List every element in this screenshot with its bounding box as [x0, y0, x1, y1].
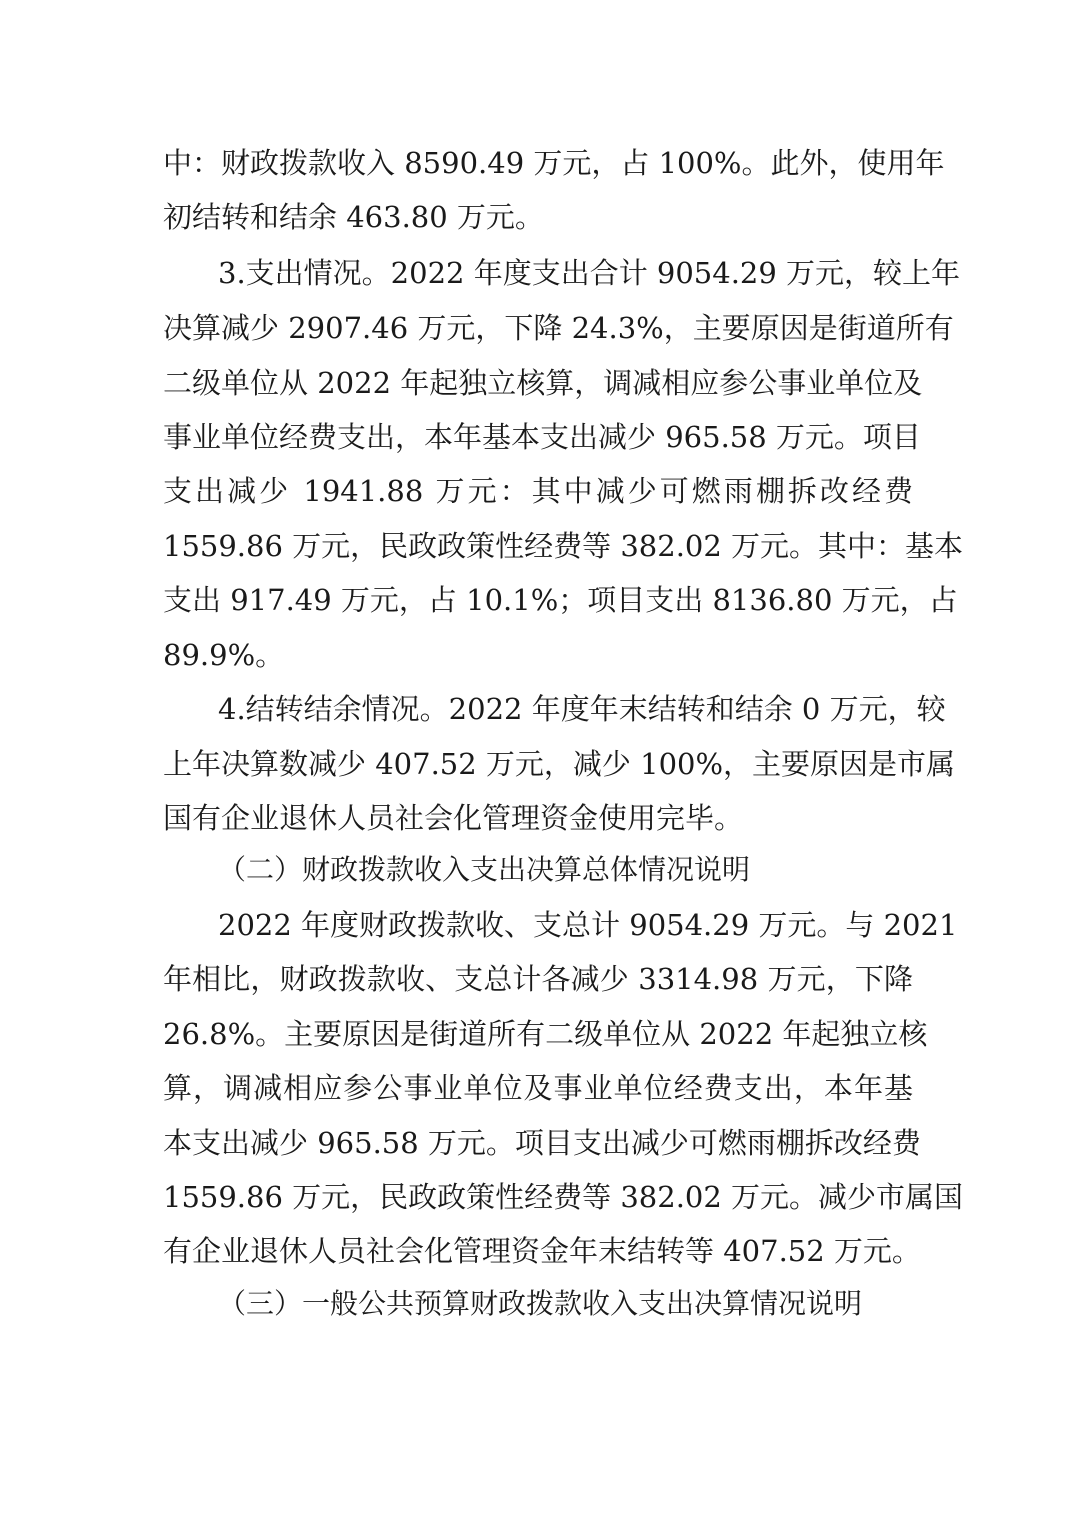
text-line: 事业单位经费支出，本年基本支出减少 965.58 万元。项目: [163, 420, 921, 454]
paragraph-start-line: 3.支出情况。2022 年度支出合计 9054.29 万元，较上年: [218, 256, 961, 290]
section-heading: （二）财政拨款收入支出决算总体情况说明: [218, 853, 751, 886]
text-line: 决算减少 2907.46 万元，下降 24.3%，主要原因是街道所有: [163, 311, 954, 345]
text-line: 1559.86 万元，民政政策性经费等 382.02 万元。其中：基本: [163, 529, 964, 563]
text-line: 有企业退休人员社会化管理资金年末结转等 407.52 万元。: [163, 1234, 921, 1268]
text-line: 国有企业退休人员社会化管理资金使用完毕。: [163, 801, 744, 835]
text-line: 算，调减相应参公事业单位及事业单位经费支出，本年基: [163, 1071, 913, 1105]
text-line: 中：财政拨款收入 8590.49 万元，占 100%。此外，使用年: [163, 146, 945, 180]
text-line: 初结转和结余 463.80 万元。: [163, 200, 544, 234]
text-line: 年相比，财政拨款收、支总计各减少 3314.98 万元，下降: [163, 962, 913, 996]
text-line: 89.9%。: [163, 638, 285, 672]
text-line: 支出 917.49 万元，占 10.1%；项目支出 8136.80 万元，占: [163, 583, 958, 617]
text-line: 二级单位从 2022 年起独立核算，调减相应参公事业单位及: [163, 366, 923, 400]
text-line: 本支出减少 965.58 万元。项目支出减少可燃雨棚拆改经费: [163, 1126, 921, 1160]
text-line: 26.8%。主要原因是街道所有二级单位从 2022 年起独立核: [163, 1017, 928, 1051]
section-heading: （三）一般公共预算财政拨款收入支出决算情况说明: [218, 1287, 863, 1320]
text-line: 上年决算数减少 407.52 万元，减少 100%，主要原因是市属: [163, 747, 956, 781]
paragraph-start-line: 2022 年度财政拨款收、支总计 9054.29 万元。与 2021: [218, 908, 958, 942]
text-line: 支出减少 1941.88 万元：其中减少可燃雨棚拆改经费: [163, 474, 913, 508]
paragraph-start-line: 4.结转结余情况。2022 年度年末结转和结余 0 万元，较: [218, 692, 946, 726]
text-line: 1559.86 万元，民政政策性经费等 382.02 万元。减少市属国: [163, 1180, 964, 1214]
